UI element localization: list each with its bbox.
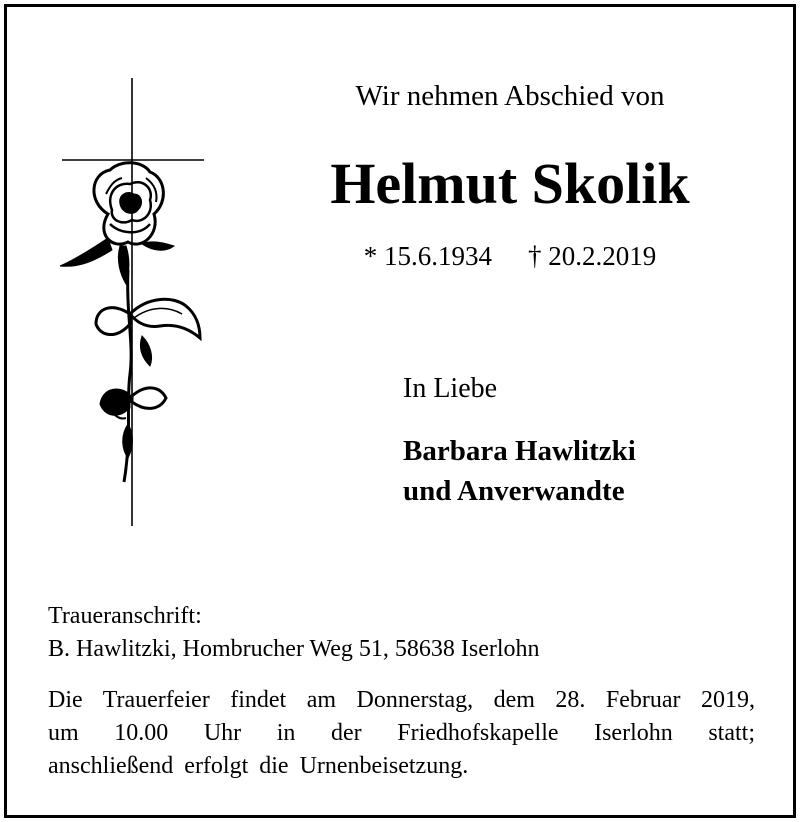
address-label: Traueranschrift: (48, 603, 202, 629)
deceased-name: Helmut Skolik (330, 151, 690, 216)
birth-date: * 15.6.1934 (363, 241, 492, 271)
cross-with-rose-icon (50, 74, 210, 530)
death-date: † 20.2.2019 (528, 241, 657, 271)
mourner-relatives: und Anverwandte (403, 475, 625, 507)
service-line: anschließend erfolgt die Urnenbeisetzung. (48, 753, 469, 779)
intro-text: Wir nehmen Abschied von (355, 80, 665, 112)
service-paragraph (48, 684, 755, 783)
in-love-text: In Liebe (403, 373, 498, 404)
service-line: um 10.00 Uhr in der Friedhofskapelle Iserlohn statt; (48, 720, 755, 746)
address-block (48, 600, 540, 666)
address-line: B. Hawlitzki, Hombrucher Weg 51, 58638 Iserlohn (48, 636, 540, 662)
mourner-name: Barbara Hawlitzki (403, 435, 636, 467)
mourners-block (403, 431, 636, 511)
life-dates (300, 238, 720, 274)
service-line: Die Trauerfeier findet am Donnerstag, dem 28. Februar 2019, (48, 687, 755, 713)
